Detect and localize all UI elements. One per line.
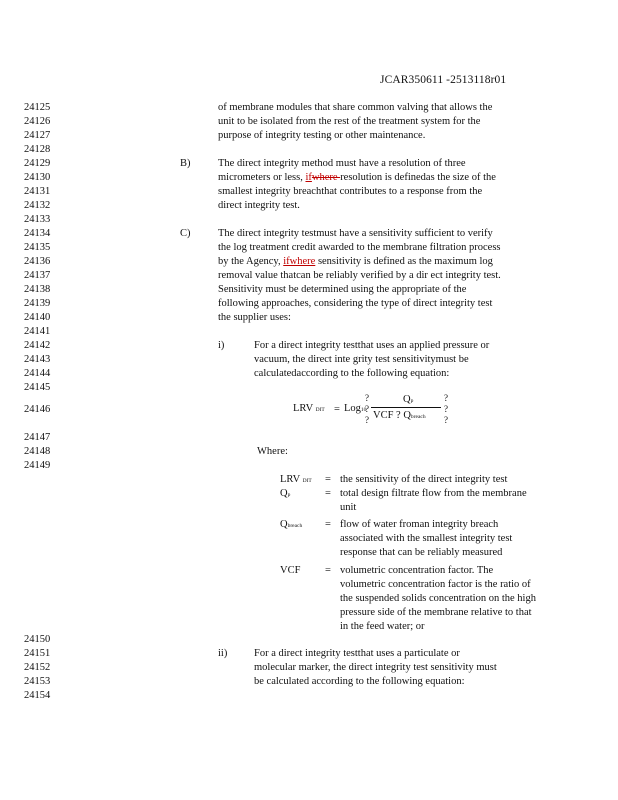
line-number: 24130 [24,172,51,183]
definition-text: the sensitivity of the direct integrity test [340,474,508,485]
line-number: 24140 [24,312,51,323]
definition-text: volumetric concentration factor. The [340,565,494,576]
line-number: 24135 [24,242,51,253]
body-text-line: The direct integrity testmust have a sensitivity sufficient to verify [218,228,493,239]
body-text-line: smallest integrity breachthat contributes to a response from the [218,186,483,197]
body-text-line: following approaches, considering the type of direct integrity test [218,298,493,309]
term-subscript: p [287,492,291,498]
deleted-text: where [311,172,341,183]
equation-symbol: LRV [293,403,313,414]
body-text-line: For a direct integrity testthat uses a particulate or [254,648,460,659]
line-number: 24136 [24,256,51,267]
body-text-line [218,257,493,268]
subsection-label-ii: ii) [218,648,228,659]
line-number: 24145 [24,382,51,393]
term-symbol: Q [280,488,288,499]
line-number: 24151 [24,648,51,659]
definition-term [280,520,302,531]
line-number: 24143 [24,354,51,365]
line-number: 24147 [24,432,51,443]
line-number: 24134 [24,228,51,239]
line-number: 24148 [24,446,51,457]
definition-equals: = [325,565,331,576]
bracket-left-bottom: ? [365,415,369,425]
line-number: 24153 [24,676,51,687]
equation-denominator [373,411,426,422]
definition-text: volumetric concentration factor is the ratio of [340,579,531,590]
line-number: 24149 [24,460,51,471]
line-number: 24142 [24,340,51,351]
equation-subscript: 10 [360,407,367,413]
line-number: 24150 [24,634,51,645]
body-text-line: the supplier uses: [218,312,291,323]
body-text-line: removal value thatcan be reliably verified by a dir ect integrity test. [218,270,501,281]
term-symbol: LRV [280,474,300,485]
inserted-text: if [305,172,312,183]
bracket-right-mid: ? [444,404,448,414]
line-number: 24137 [24,270,51,281]
definition-text: the suspended solids concentration on the high [340,593,536,604]
equation-symbol: Log [344,403,361,414]
equation-lhs [293,404,325,415]
definition-text: associated with the smallest integrity test [340,533,513,544]
line-number: 24125 [24,102,51,113]
line-number: 24152 [24,662,51,673]
line-number: 24127 [24,130,51,141]
line-number: 24129 [24,158,51,169]
text-segment: resolution is definedas the size of the [340,172,496,183]
definition-text: flow of water froman integrity breach [340,519,499,530]
equation-subscript: p [410,398,414,404]
equation-numerator [403,395,413,406]
equation-subscript: DIT [315,407,325,413]
body-text-line: molecular marker, the direct integrity test sensitivity must [254,662,497,673]
equation-symbol: Q [403,394,411,405]
line-number: 24132 [24,200,51,211]
definition-equals: = [325,474,331,485]
line-number: 24133 [24,214,51,225]
body-text-line: the log treatment credit awarded to the membrane filtration process [218,242,501,253]
bracket-left-mid: ? [365,404,369,414]
bracket-right-top: ? [444,393,448,403]
definition-text: total design filtrate flow from the membrane [340,488,527,499]
body-text-line: vacuum, the direct inte grity test sensitivitymust be [254,354,469,365]
definition-equals: = [325,519,331,530]
bracket-right-bottom: ? [444,415,448,425]
document-header: JCAR350611 -2513118r01 [380,74,507,86]
body-text-line: be calculated according to the following equation: [254,676,465,687]
body-text-line: calculatedaccording to the following equation: [254,368,450,379]
bracket-left-top: ? [365,393,369,403]
body-text-line: The direct integrity method must have a resolution of three [218,158,466,169]
definition-term: VCF [280,565,301,576]
line-number: 24126 [24,116,51,127]
line-number: 24154 [24,690,51,701]
line-number: 24128 [24,144,51,155]
where-label: Where: [257,446,288,457]
term-subscript: breach [287,523,303,529]
subsection-label-i: i) [218,340,225,351]
equation-subscript: breach [410,414,426,420]
section-label-b: B) [180,158,191,169]
body-text-line [218,173,496,184]
line-number: 24144 [24,368,51,379]
line-number: 24146 [24,404,51,415]
line-number: 24141 [24,326,51,337]
equation-log [344,404,366,415]
body-text-line: of membrane modules that share common valving that allows the [218,102,493,113]
equation-equals: = [334,404,340,415]
definition-term [280,475,312,486]
line-number: 24131 [24,186,51,197]
text-segment: micrometers or less, [218,172,306,183]
definition-text: unit [340,502,357,513]
body-text-line: For a direct integrity testthat uses an applied pressure or [254,340,490,351]
term-symbol: Q [280,519,288,530]
body-text-line: purpose of integrity testing or other maintenance. [218,130,426,141]
text-segment: by the Agency, [218,256,284,267]
definition-text: in the feed water; or [340,621,425,632]
definition-equals: = [325,488,331,499]
line-number: 24139 [24,298,51,309]
section-label-c: C) [180,228,191,239]
definition-term [280,489,290,500]
definition-text: response that can be reliably measured [340,547,503,558]
equation-symbol: VCF ? Q [373,410,411,421]
inserted-text: ifwhere [283,256,316,267]
text-segment: sensitivity is defined as the maximum log [315,256,493,267]
body-text-line: direct integrity test. [218,200,300,211]
body-text-line: unit to be isolated from the rest of the treatment system for the [218,116,481,127]
definition-text: pressure side of the membrane relative to that [340,607,532,618]
body-text-line: Sensitivity must be determined using the appropriate of the [218,284,467,295]
line-number: 24138 [24,284,51,295]
term-subscript: DIT [302,478,312,484]
fraction-bar [371,407,441,408]
